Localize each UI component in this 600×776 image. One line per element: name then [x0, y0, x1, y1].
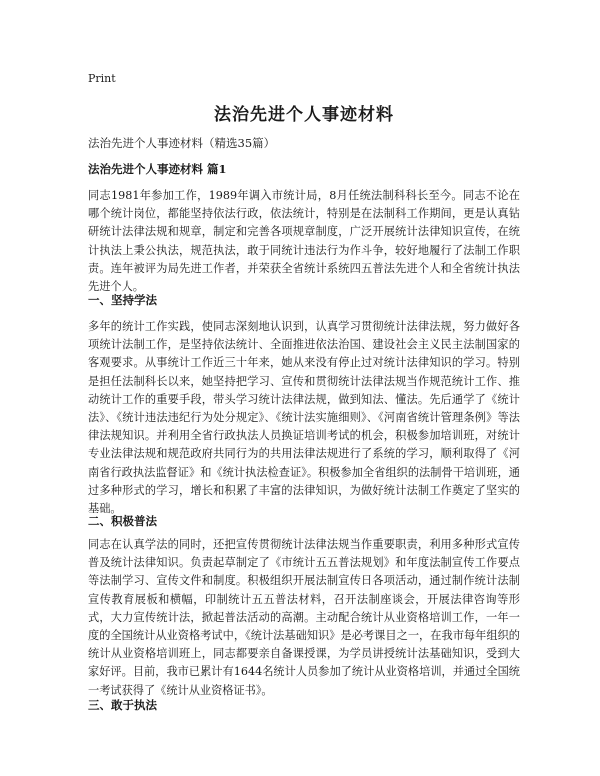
section-body: 同志在认真学法的同时，还把宣传贯彻统计法律法规当作重要职责，利用多种形式宣传普及统计法律知识。负责起草制定了《市统计五五普法规划》和年度法制宣传工作要点等法制学习、宣传文件和制度。积极组织开展法制宣传日各项活动，通过制作统计法制宣传教育展板和横幅，印制统计五五普法材料，召开法制座谈会，开展法律咨询等形式，大力宣传统计法，掀起普法活动的高潮。主动配合统计从业资格培训工作，一年一度的全国统计从业资格考试中，《统计法基础知识》是必考课目之一，在我市每年组织的统计从业资格培训班上，同志都要亲自备课授课，为学员讲授统计法基础知识，受到大家好评。目前，我市已累计有1644名统计人员参加了统计从业资格培训，并通过全国统一考试获得了《统计从业资格证书》。: [88, 538, 520, 697]
section-heading: 二、积极普法: [88, 514, 157, 528]
document-subtitle: 法治先进个人事迹材料（精选35篇）: [88, 136, 276, 150]
article-title: 法治先进个人事迹材料 篇1: [88, 162, 227, 176]
section-body: 多年的统计工作实践，使同志深刻地认识到，认真学习贯彻统计法律法规，努力做好各项统计法制工作，是坚持依法统计、全面推进依法治国、建设社会主义民主法制国家的客观要求。从事统计工作近三十年来，她从来没有停止过对统计法律知识的学习。特别是担任法制科长以来，她坚持把学习、宣传和贯彻统计法律法规当作规范统计工作、推动统计工作的重要手段，带头学习统计法律法规，做到知法、懂法。先后通学了《统计法》、《统计违法违纪行为处分规定》、《统计法实施细则》、《河南省统计管理条例》等法律法规知识。并利用全省行政执法人员换证培训考试的机会，积极参加培训班，对统计专业法律法规和规范政府共同行为的共用法律法规进行了系统的学习，顺利取得了《河南省行政执法监督证》和《统计执法检查证》。积极参加全省组织的法制骨干培训班，通过多种形式的学习，增长和积累了丰富的法律知识，为做好统计法制工作奠定了坚实的基础。: [88, 320, 520, 516]
section-heading: 一、坚持学法: [88, 293, 157, 307]
page-title: 法治先进个人事迹材料: [214, 105, 394, 125]
print-link[interactable]: Print: [88, 72, 116, 85]
intro-paragraph: 同志1981年参加工作，1989年调入市统计局，8月任统法制科科长至今。同志不论在哪个统计岗位，都能坚持依法行政，依法统计，特别是在法制科工作期间，更是认真钻研统计法律法规和规章，制定和完善各项规章制度，广泛开展统计法律知识宣传，在统计执法上秉公执法，规范执法，敢于同统计违法行为作斗争，较好地履行了法制工作职责。连年被评为局先进工作者，并荣获全省统计系统四五普法先进个人和全省统计执法先进个人。: [88, 189, 520, 294]
section-heading: 三、敢于执法: [88, 698, 157, 712]
